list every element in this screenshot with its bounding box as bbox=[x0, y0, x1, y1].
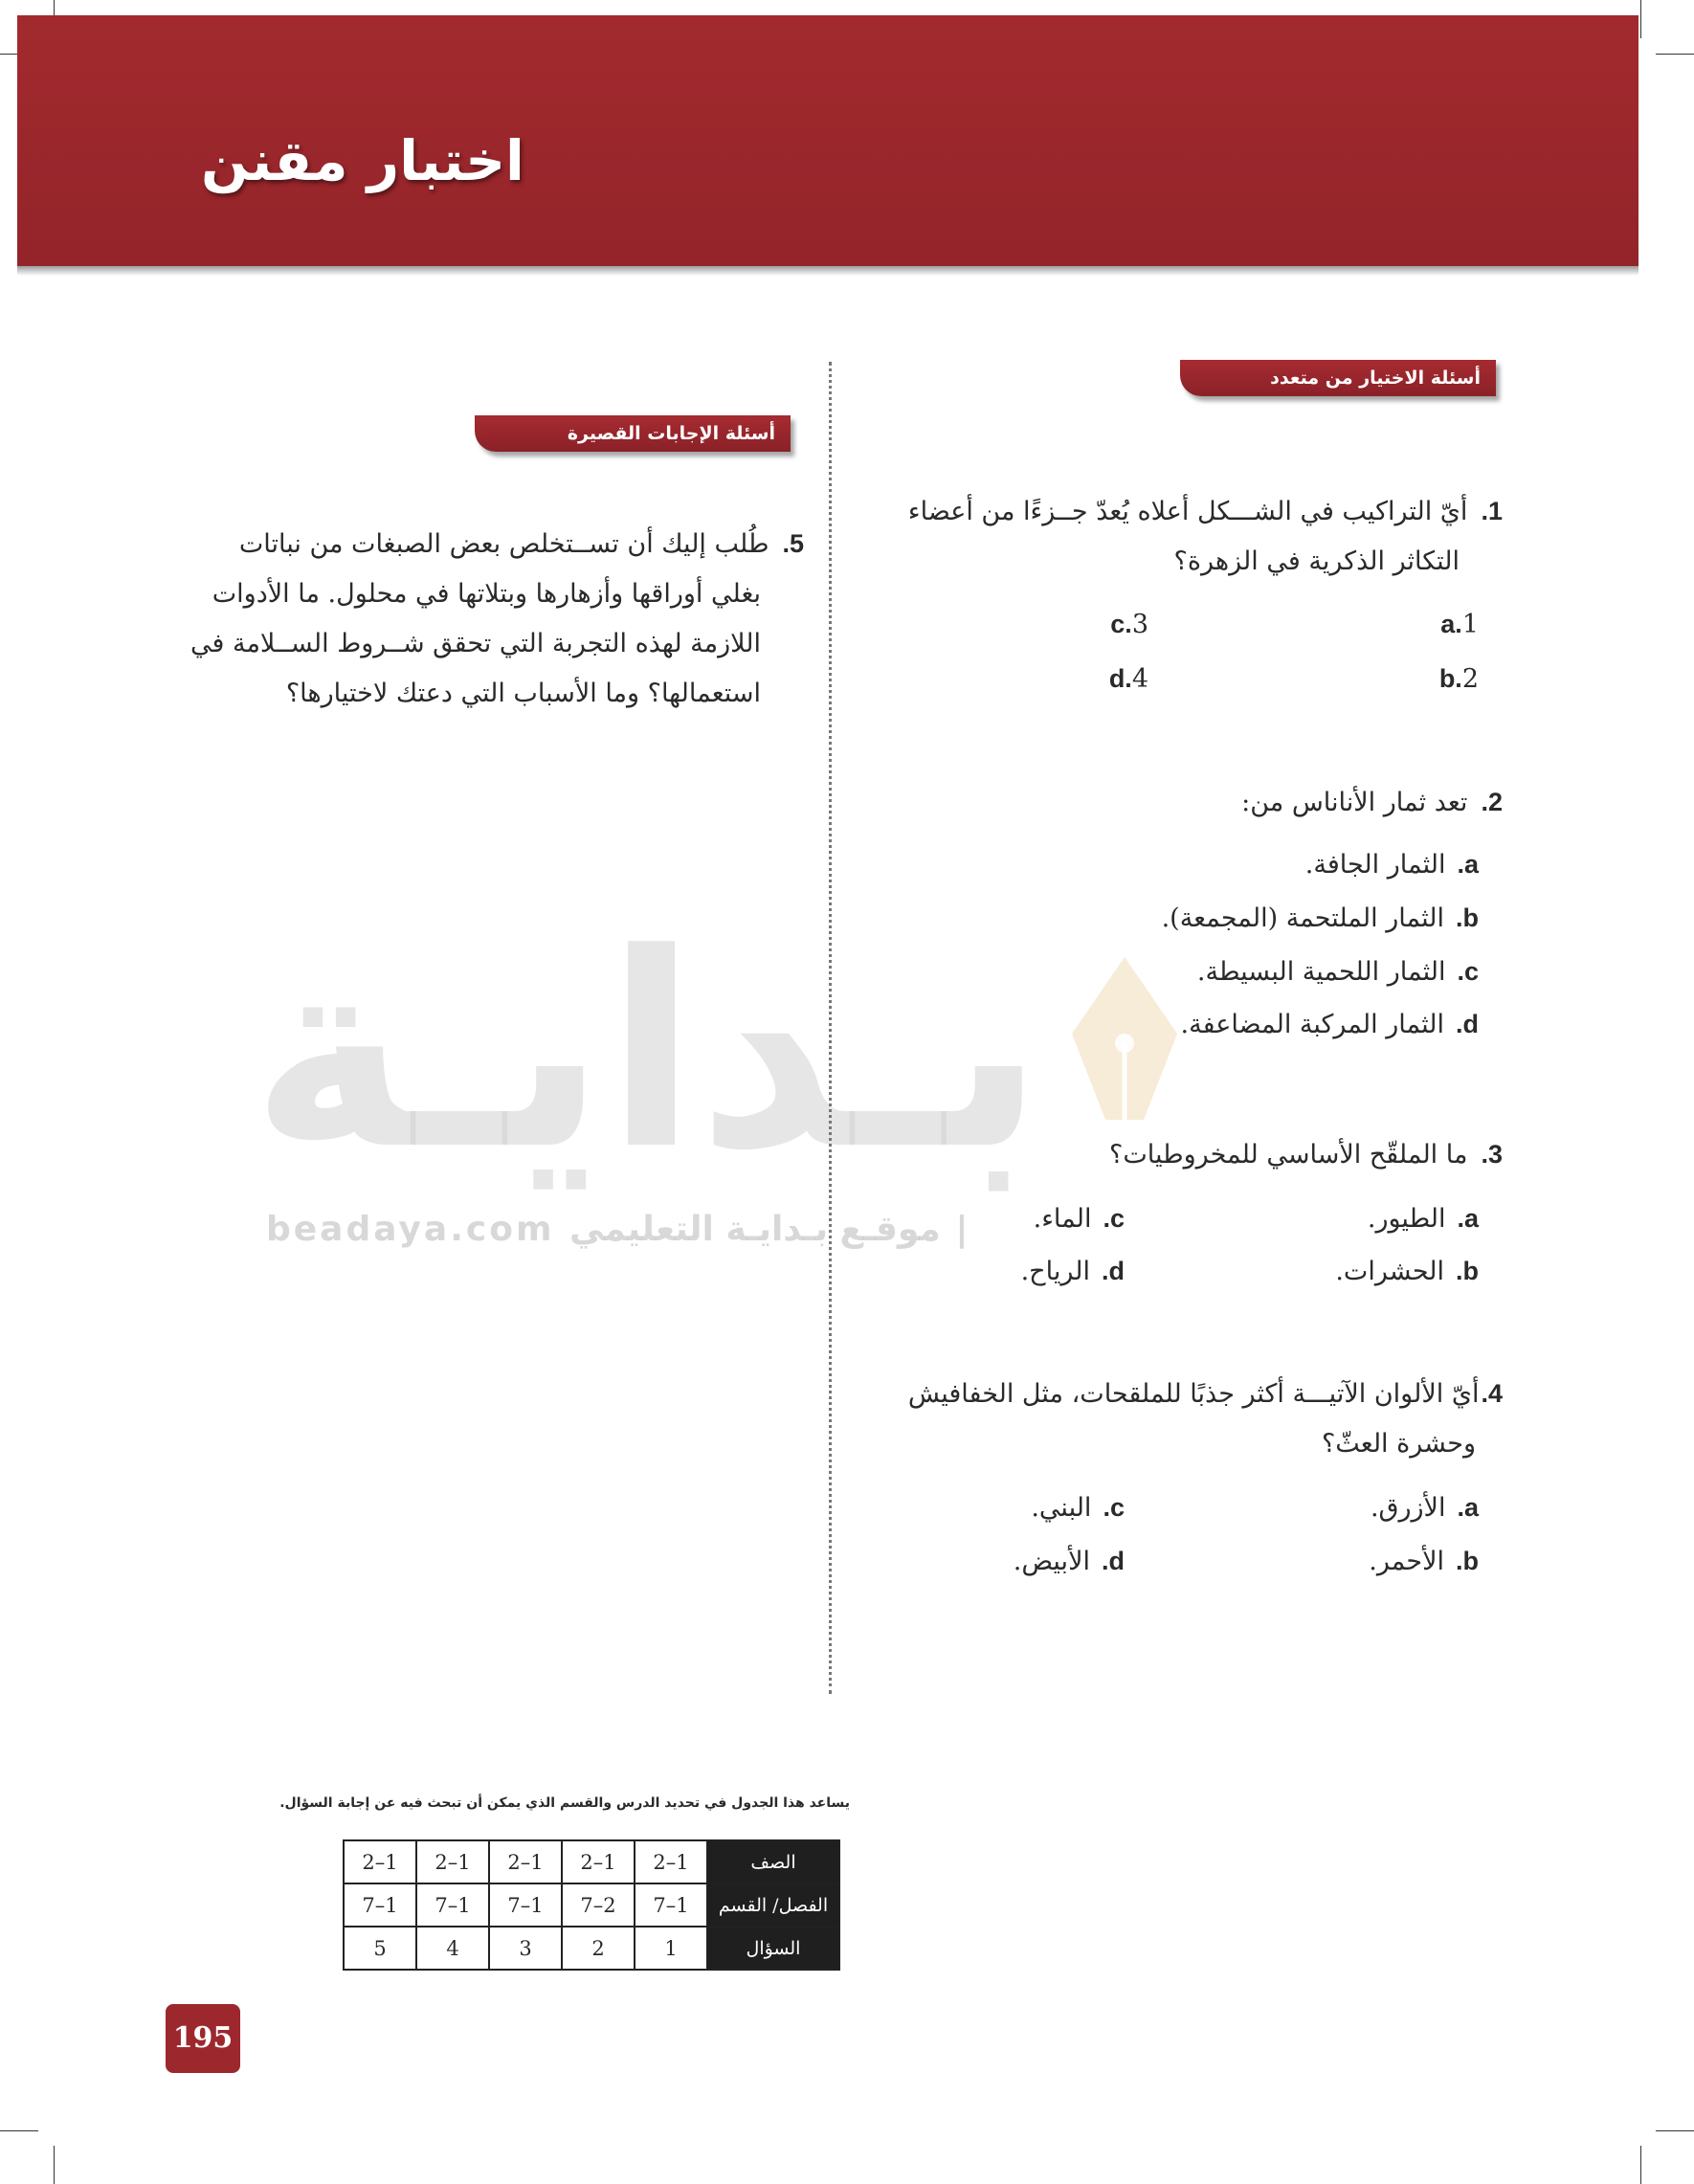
question-4-number: 4. bbox=[1481, 1379, 1503, 1408]
table-cell: 2 bbox=[562, 1927, 635, 1970]
table-cell: 2–7 bbox=[562, 1883, 635, 1927]
option-1a[interactable]: a.1 bbox=[1440, 610, 1479, 639]
table-cell: 1–7 bbox=[416, 1883, 489, 1927]
watermark-logo: بـدايـة bbox=[251, 897, 1045, 1209]
table-row-chapter bbox=[344, 1883, 839, 1927]
table-row-grade bbox=[344, 1840, 839, 1883]
section-label-short-answer: أسئلة الإجابات القصيرة bbox=[475, 415, 791, 452]
question-1-number: 1. bbox=[1481, 497, 1503, 525]
page-number: 195 bbox=[166, 2004, 240, 2073]
question-3-number: 3. bbox=[1481, 1140, 1503, 1169]
table-cell: 1–7 bbox=[635, 1883, 707, 1927]
option-3a[interactable]: a.الطيور. bbox=[1367, 1204, 1479, 1234]
option-4b[interactable]: b.الأحمر. bbox=[1369, 1547, 1479, 1576]
option-2c[interactable]: c.الثمار اللحمية البسيطة. bbox=[1196, 957, 1479, 987]
table-row-question bbox=[344, 1927, 839, 1970]
question-4: 4.أيّ الألوان الآتيـــة أكثر جذبًا للملقحات، مثل الخفافيش وحشرة العثّ؟ bbox=[907, 1379, 1503, 1459]
table-cell: 1–2 bbox=[489, 1840, 562, 1883]
question-1-line-1: 1.أيّ التراكيب في الشـــكل أعلاه يُعدّ جــزءًا من أعضاء bbox=[907, 497, 1503, 526]
crop-mark bbox=[1640, 0, 1641, 38]
option-4c[interactable]: c.البني. bbox=[1031, 1493, 1125, 1523]
question-5: 5.طُلب إليك أن تســتخلص بعض الصبغات من نباتات بغلي أوراقها وأزهارها وبتلاتها في محلول. ما الأدوات اللازمة لهذه التجربة التي تحقق شــروط الســلامة في استعمالها؟ وما الأسباب التي دعتك لاختيارها؟ bbox=[189, 529, 804, 708]
question-3-text: ما الملقّح الأساسي للمخروطيات؟ bbox=[1109, 1140, 1468, 1170]
crop-mark bbox=[0, 2130, 38, 2131]
table-cell: 1 bbox=[635, 1927, 707, 1970]
question-2-text: تعد ثمار الأناناس من: bbox=[1241, 788, 1468, 817]
question-3 bbox=[852, 1129, 1503, 1180]
question-2-number: 2. bbox=[1481, 788, 1503, 816]
crop-mark bbox=[54, 2146, 55, 2184]
section-label-multiple-choice: أسئلة الاختيار من متعدد bbox=[1180, 360, 1496, 396]
watermark-tagline: | موقـع بـدايـة التعليمي bbox=[569, 1210, 971, 1249]
option-2d[interactable]: d.الثمار المركبة المضاعفة. bbox=[1180, 1010, 1479, 1039]
question-1-line-2: التكاثر الذكرية في الزهرة؟ bbox=[1173, 546, 1460, 576]
table-cell: 5 bbox=[344, 1927, 416, 1970]
option-2b[interactable]: b.الثمار الملتحمة (المجمعة). bbox=[1161, 903, 1479, 933]
table-cell: 1–2 bbox=[344, 1840, 416, 1883]
crop-mark bbox=[1640, 2146, 1641, 2184]
option-1c[interactable]: c.3 bbox=[1110, 610, 1148, 639]
table-header-chapter: الفصل/ القسم bbox=[707, 1883, 839, 1927]
watermark-site-url: beadaya.com bbox=[266, 1210, 555, 1249]
option-3d[interactable]: d.الرياح. bbox=[1020, 1257, 1125, 1286]
page-title: اختبار مقنن bbox=[201, 128, 524, 193]
crop-mark bbox=[1656, 54, 1694, 55]
question-2 bbox=[852, 777, 1503, 828]
column-divider bbox=[829, 362, 832, 1694]
table-header-grade: الصف bbox=[707, 1840, 839, 1883]
watermark-site bbox=[266, 1210, 971, 1249]
option-1b[interactable]: b.2 bbox=[1438, 664, 1479, 694]
option-4d[interactable]: d.الأبيض. bbox=[1013, 1547, 1125, 1576]
table-note: يساعد هذا الجدول في تحديد الدرس والقسم الذي يمكن أن تبحث فيه عن إجابة السؤال. bbox=[279, 1795, 850, 1811]
table-header-question: السؤال bbox=[707, 1927, 839, 1970]
table-cell: 4 bbox=[416, 1927, 489, 1970]
option-2a[interactable]: a.الثمار الجافة. bbox=[1304, 850, 1479, 880]
table-cell: 1–2 bbox=[562, 1840, 635, 1883]
question-1 bbox=[852, 486, 1503, 587]
crop-mark bbox=[1656, 2130, 1694, 2131]
option-3b[interactable]: b.الحشرات. bbox=[1335, 1257, 1479, 1286]
table-cell: 1–7 bbox=[489, 1883, 562, 1927]
option-1d[interactable]: d.4 bbox=[1108, 664, 1148, 694]
table-cell: 3 bbox=[489, 1927, 562, 1970]
table-cell: 1–7 bbox=[344, 1883, 416, 1927]
reference-table bbox=[343, 1839, 840, 1971]
table-cell: 1–2 bbox=[416, 1840, 489, 1883]
option-4a[interactable]: a.الأزرق. bbox=[1370, 1493, 1479, 1523]
question-5-number: 5. bbox=[782, 529, 804, 558]
header-shadow bbox=[17, 266, 1638, 276]
table-cell: 1–2 bbox=[635, 1840, 707, 1883]
option-3c[interactable]: c.الماء. bbox=[1033, 1204, 1125, 1234]
